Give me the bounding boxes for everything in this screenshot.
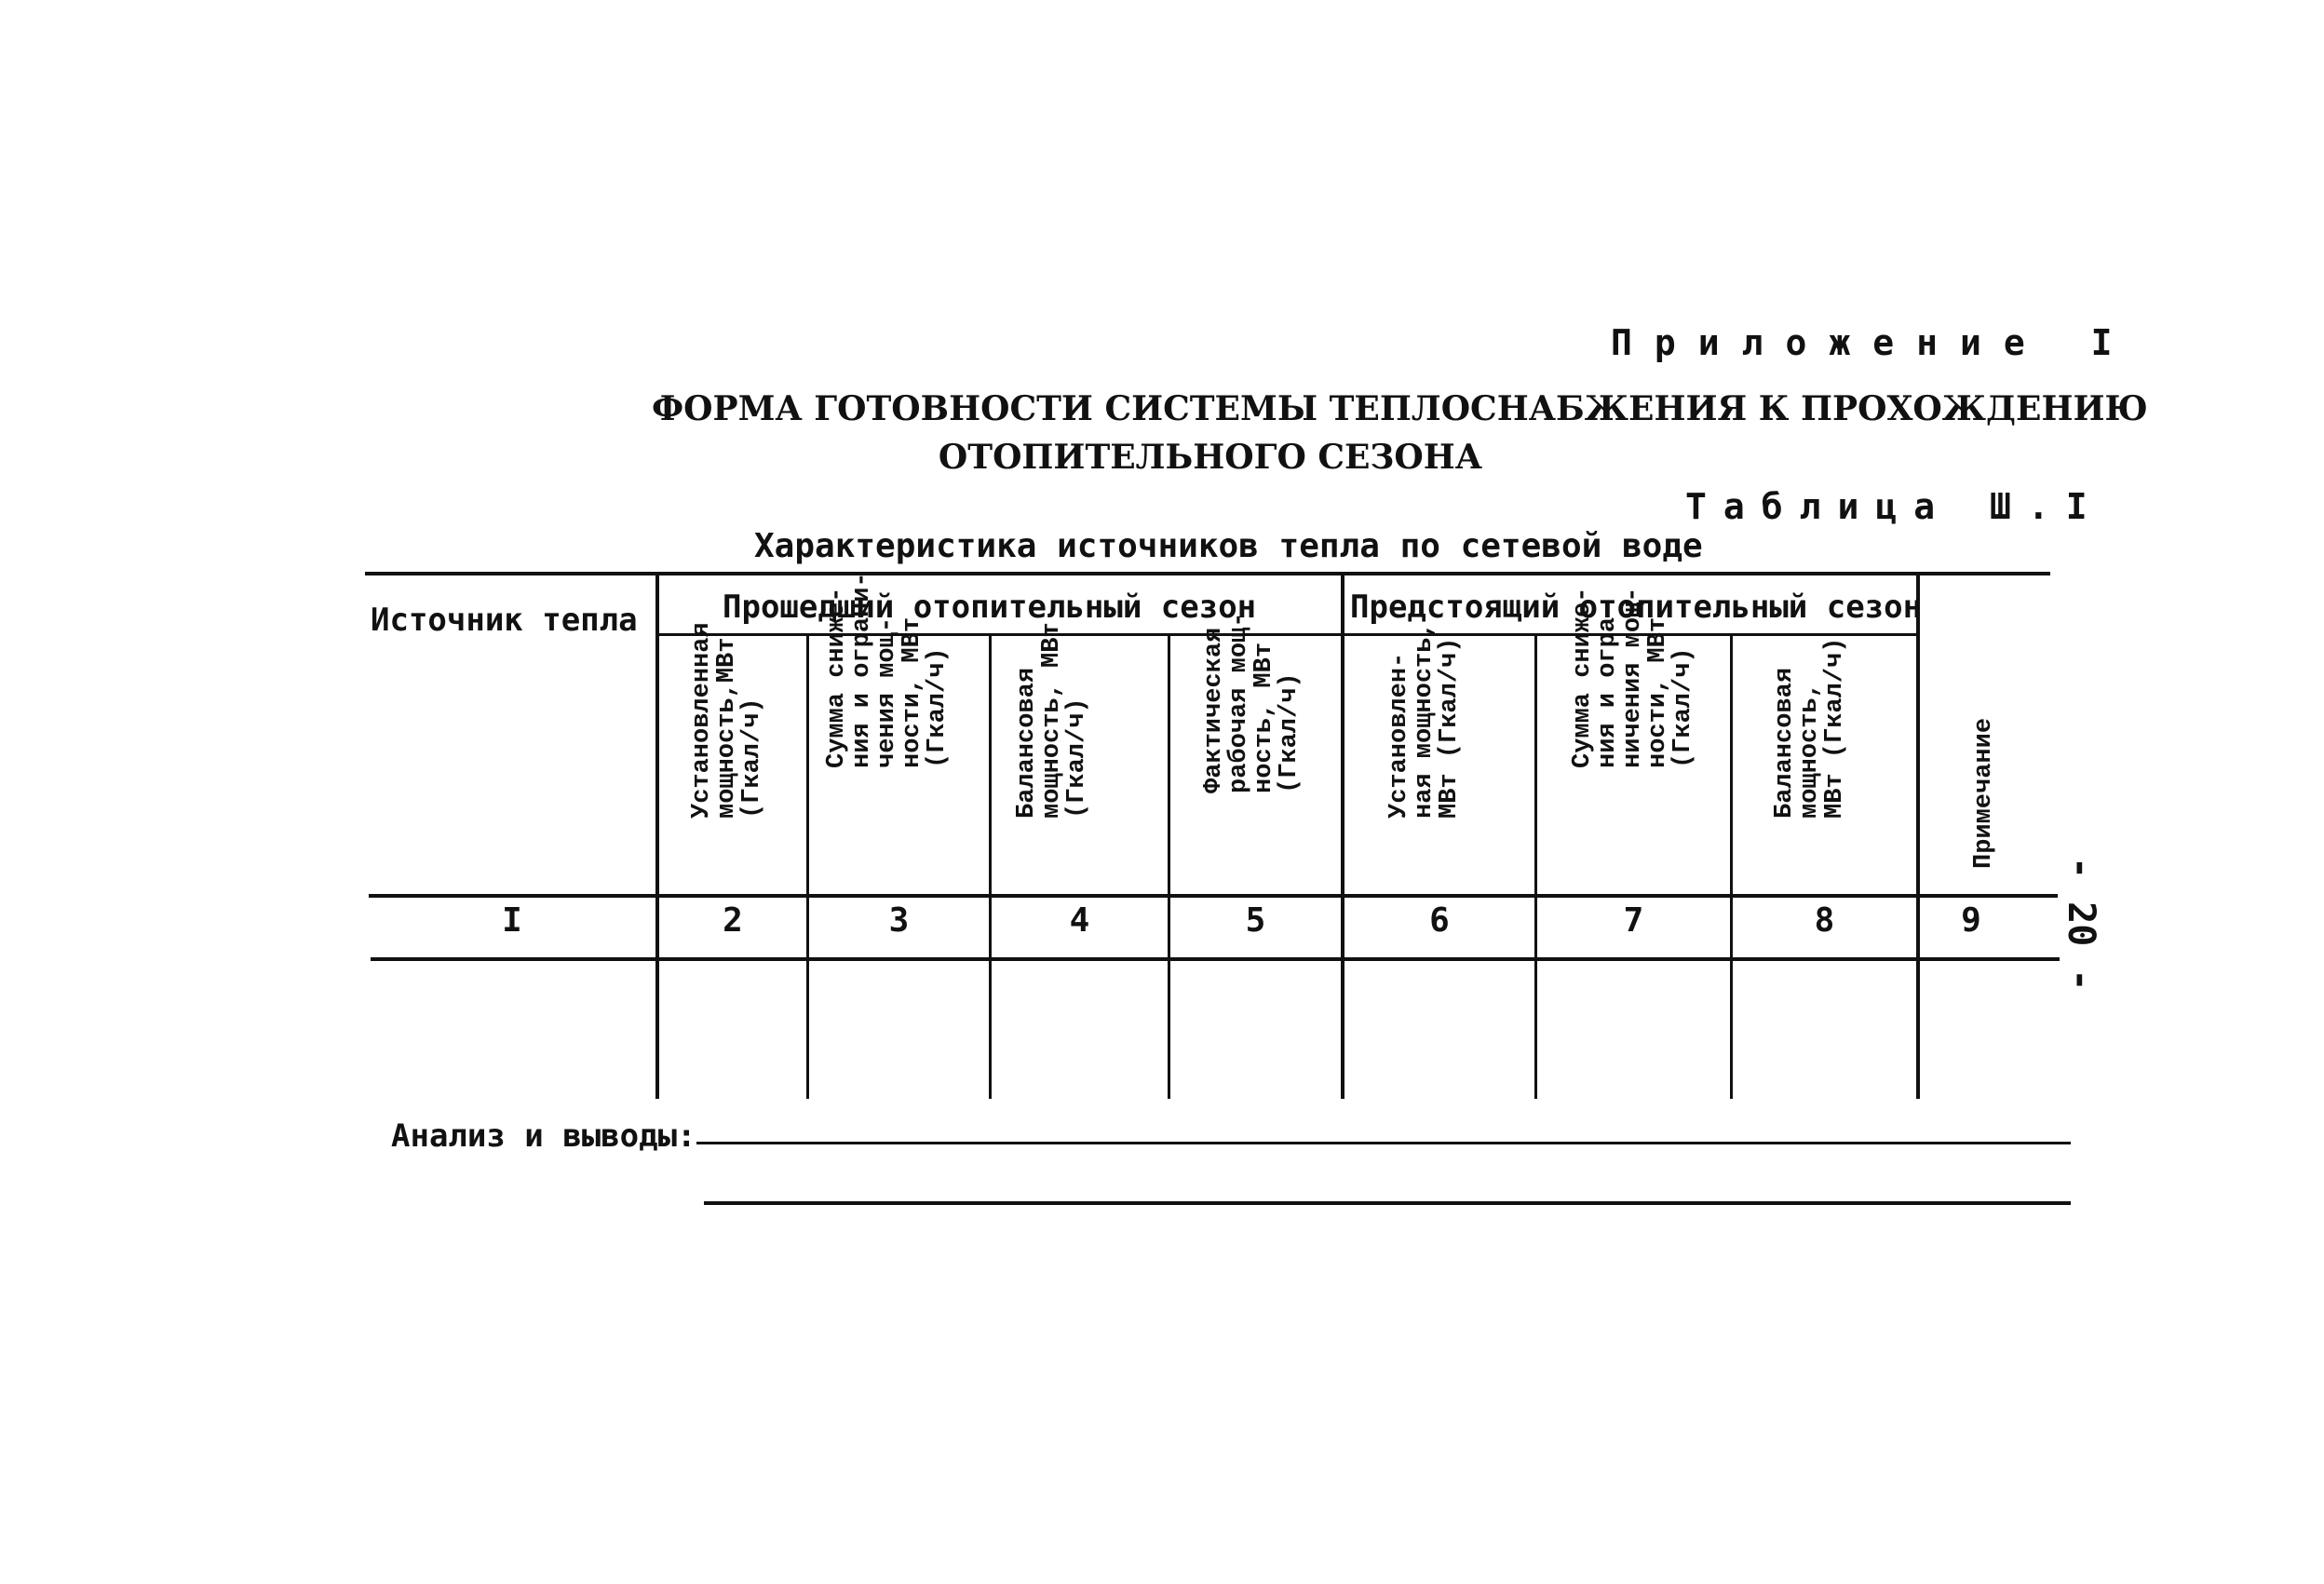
col-2-header-text: Установленная мощность,МВт (Гкал/ч) [688,622,766,819]
col-6-header [1344,622,1534,894]
col-source-header: Источник тепла [371,602,638,639]
col-7-header [1537,587,1730,894]
col-number-9: 9 [1961,901,1981,940]
analysis-line-2 [704,1201,2071,1205]
col-2-header [659,622,806,894]
col-7-header-text: Сумма сниже- ния и огра- ничения мощ- ности, МВт (Гкал/ч) [1568,587,1697,768]
col-3-header-text: Сумма сниже- ния и ограни- чения мощ- ности, МВт (Гкал/ч) [822,572,952,768]
col-3-header [809,572,989,894]
analysis-label: Анализ и выводы: [391,1117,696,1155]
col-number-8: 8 [1814,901,1835,940]
form-title-line-1: ФОРМА ГОТОВНОСТИ СИСТЕМЫ ТЕПЛОСНАБЖЕНИЯ К ПРОХОЖДЕНИЮ [652,389,2148,428]
col-number-1: I [502,901,522,940]
col-9-header [1920,633,2050,894]
col-6-header-text: Установлен- ная мощность, МВт (Гкал/ч) [1385,622,1464,819]
col-number-4: 4 [1069,901,1090,940]
col-number-7: 7 [1623,901,1644,940]
appendix-label: Приложение I [1611,322,2135,363]
col-number-2: 2 [723,901,743,940]
form-title-line-2: ОТОПИТЕЛЬНОГО СЕЗОНА [938,438,1483,477]
col-number-6: 6 [1429,901,1450,940]
header-bottom-rule [369,894,2058,898]
page-number: - 20 - [2060,857,2102,992]
col-5-header-text: Фактическая рабочая мощ- ность, МВт (Гкал/ч) [1199,612,1304,793]
col-8-header [1733,633,1916,894]
table-number: Таблица Ш.I [1685,486,2104,527]
col-4-header [992,622,1168,894]
table-caption: Характеристика источников тепла по сетевой воде [754,527,1703,565]
numbers-bottom-rule [371,957,2060,961]
group-upcoming-season: Предстоящий отопительный сезон [1350,589,1923,626]
col-number-5: 5 [1245,901,1266,940]
analysis-line-1 [696,1142,2071,1144]
col-9-header-text: Примечание [1970,717,1998,869]
group-past-season: Прошедший отопительный сезон [723,589,1257,626]
col-number-3: 3 [888,901,910,940]
col-5-header [1170,612,1341,894]
col-8-header-text: Балансовая мощность, МВт (Гкал/ч) [1770,637,1849,819]
col-4-header-text: Балансовая мощность, МВт (Гкал/ч) [1012,622,1091,819]
